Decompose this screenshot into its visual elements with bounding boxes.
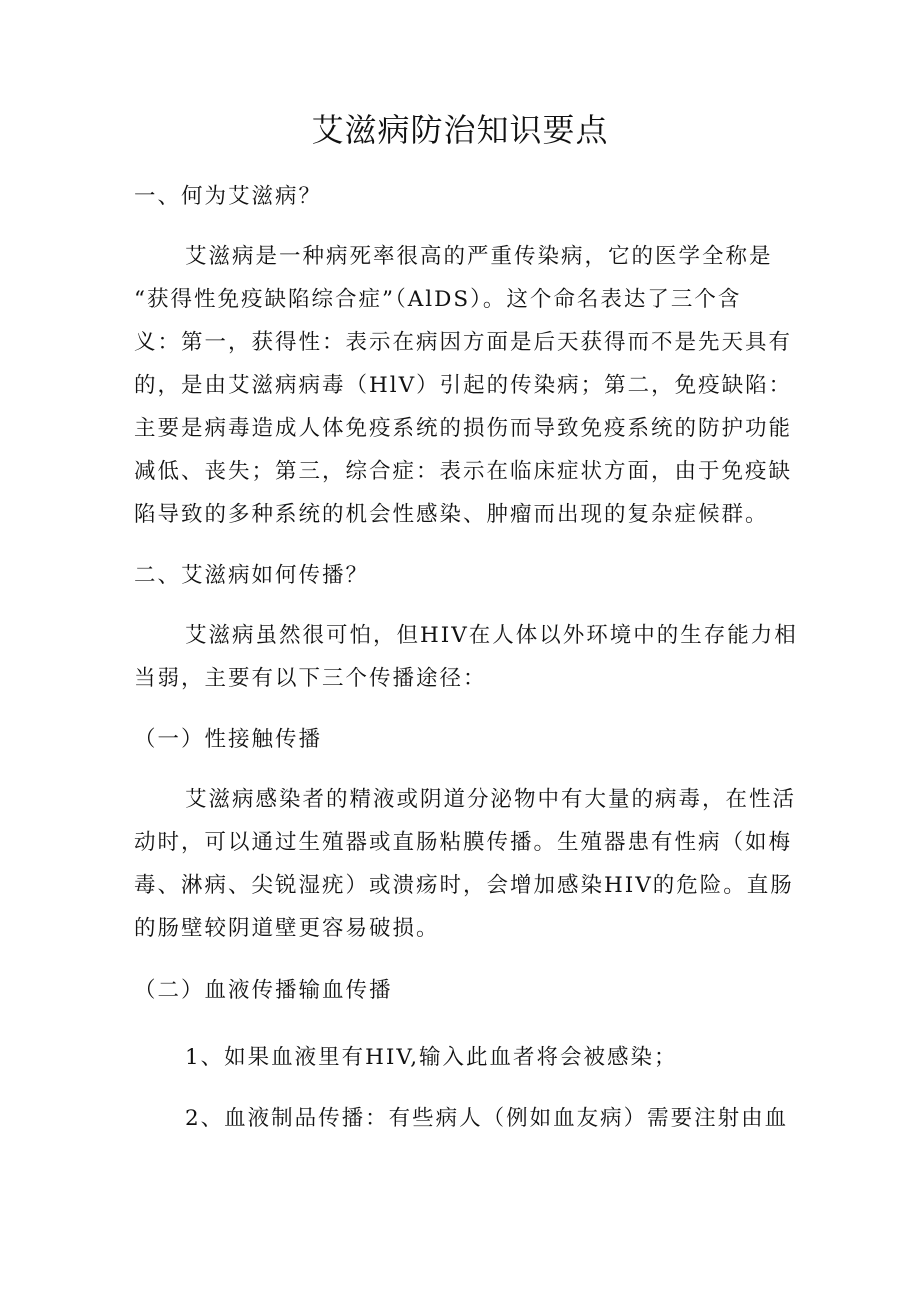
section-heading: 二、艾滋病如何传播？	[134, 563, 370, 588]
paragraph-line: 主要是病毒造成人体免疫系统的损伤而导致免疫系统的防护功能	[134, 416, 793, 441]
paragraph-line: 的，是由艾滋病病毒（HlV）引起的传染病；第二，免疫缺陷：	[134, 373, 793, 398]
subsection-heading: （一）性接触传播	[134, 727, 323, 752]
list-item: 1、如果血液里有HIV,输入此血者将会被感染；	[185, 1045, 678, 1070]
paragraph-line: 的肠壁较阴道壁更容易破损。	[134, 916, 440, 941]
paragraph-line: 艾滋病感染者的精液或阴道分泌物中有大量的病毒，在性活	[185, 787, 797, 812]
paragraph-line: 艾滋病是一种病死率很高的严重传染病，它的医学全称是	[185, 244, 773, 269]
paragraph-line: 艾滋病虽然很可怕，但HIV在人体以外环境中的生存能力相	[185, 623, 798, 648]
paragraph-line: “获得性免疫缺陷综合症”（AlDS）。这个命名表达了三个含	[134, 287, 742, 312]
page-title: 艾滋病防治知识要点	[311, 111, 609, 149]
paragraph-line: 义：第一，获得性：表示在病因方面是后天获得而不是先天具有	[134, 330, 793, 355]
paragraph-line: 当弱，主要有以下三个传播途径：	[134, 666, 487, 691]
paragraph-line: 减低、丧失；第三，综合症：表示在临床症状方面，由于免疫缺	[134, 459, 793, 484]
paragraph-line: 毒、淋病、尖锐湿疣）或溃疡时，会增加感染HIV的危险。直肠	[134, 873, 794, 898]
subsection-heading: （二）血液传播输血传播	[134, 978, 393, 1003]
section-heading: 一、何为艾滋病？	[134, 184, 323, 209]
list-item: 2、血液制品传播：有些病人（例如血友病）需要注射由血	[185, 1106, 789, 1131]
paragraph-line: 陷导致的多种系统的机会性感染、肿瘤而出现的复杂症候群。	[134, 502, 769, 527]
paragraph-line: 动时，可以通过生殖器或直肠粘膜传播。生殖器患有性病（如梅	[134, 830, 793, 855]
